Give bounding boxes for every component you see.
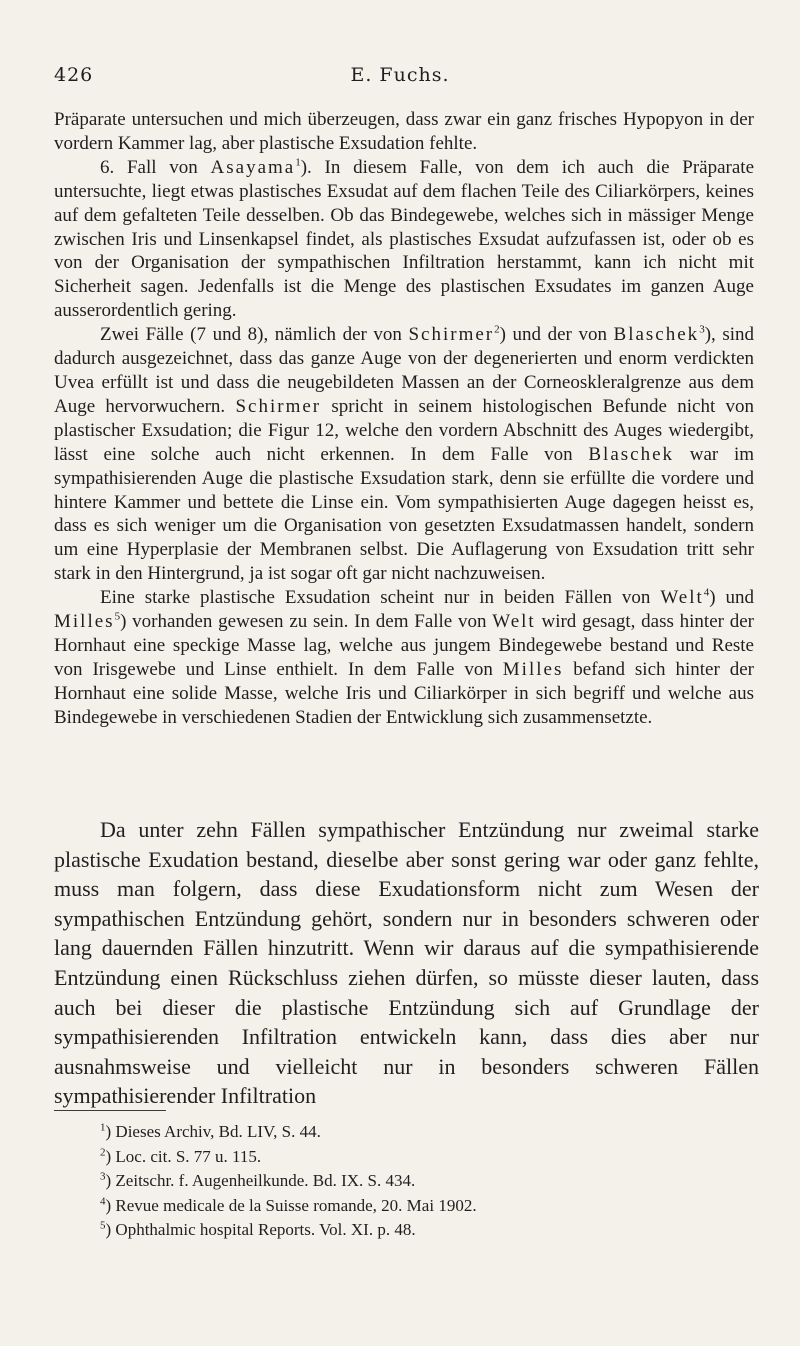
author-name-blaschek-2: Blaschek: [588, 443, 675, 465]
paragraph-2-text: ). In diesem Falle, von dem ich auch die Präparate untersuchte, liegt etwas plastisches Exsudat auf dem flachen Teile des Ciliarkörpers, keines auf dem gefalteten Teile desselben. Ob das Bindegewebe, welches sich in mässiger Menge zwischen Iris und Linsenkapsel findet, als plastisches Exsudat aufzufassen ist, oder ob es von der Organisation der sympathischen Infiltration herstammt, kann ich nicht mit Sicherheit sagen. Jedenfalls ist die Menge des plastischen Exsudates im ganzen Auge ausserordentlich gering.: [54, 156, 755, 322]
footnote-text: ) Loc. cit. S. 77 u. 115.: [105, 1146, 262, 1166]
footnote-3: [100, 1169, 700, 1194]
body-text: [54, 108, 754, 730]
running-head: E. Fuchs.: [350, 64, 450, 86]
footnote-text: ) Ophthalmic hospital Reports. Vol. XI. p. 48.: [105, 1220, 416, 1239]
paragraph-4: [54, 586, 754, 729]
paragraph-3-text-a: Zwei Fälle (7 und 8), nämlich der von: [100, 324, 409, 346]
footnote-mark: 2: [100, 1145, 106, 1158]
case-intro: 6. Fall von: [100, 156, 211, 178]
footnote-rule: [54, 1110, 166, 1111]
author-name-schirmer: Schirmer: [408, 324, 495, 346]
paragraph-4-text-d: wird gesagt, dass hinter der Hornhaut eine speckige Masse lag, welche aus jungem Bindegewebe bestand und Reste von Irisgewebe und Linse enthielt. In dem Falle von: [54, 611, 754, 680]
footnote-text: ) Zeitschr. f. Augenheilkunde. Bd. IX. S. 434.: [105, 1171, 416, 1190]
paragraph-3-text-e: war im sympathisierenden Auge die plastische Exsudation stark, denn sie erfüllte die vordere und hintere Kammer und bettete die Linse ein. Vom sympathisierten Auge dagegen heisst es, dass es sich weniger um die Organisation von gesetzten Exsudatmassen handelt, sondern um eine Hyperplasie der Membranen selbst. Die Auflagerung von Exsudation tritt sehr stark in den Hintergrund, ja ist sogar oft gar nicht nachzuweisen.: [54, 443, 754, 585]
footnote-ref-1: 1: [295, 156, 301, 169]
paragraph-3-text-b: ) und der von: [499, 324, 614, 346]
footnote-ref-3: 3: [699, 323, 705, 336]
paragraph-2: [54, 156, 754, 323]
footnotes: [100, 1120, 700, 1243]
footnote-mark: 4: [100, 1194, 106, 1207]
footnote-ref-2: 2: [494, 323, 500, 336]
footnote-ref-4: 4: [703, 586, 710, 599]
paragraph-4-text-c: ) vorhanden gewesen zu sein. In dem Falle von: [120, 611, 493, 633]
paragraph-4-text-e: befand sich hinter der Hornhaut eine solide Masse, welche Iris und Ciliarkörper in sich begriff und welche aus Bindegewebe in verschiedenen Stadien der Entwicklung sich zusammensetzte.: [54, 658, 754, 728]
page-header: [54, 64, 746, 92]
author-name-welt-2: Welt: [492, 611, 536, 633]
footnote-2: [100, 1145, 700, 1170]
paragraph-3-text-d: spricht in seinem histologischen Befunde nicht von plastischer Exsudation; die Figur 12, welche den vordern Abschnitt des Auges wiedergibt, lässt eine solche auch nicht erkennen. In dem Falle von: [54, 395, 755, 465]
paragraph-3-text-c: ), sind dadurch ausgezeichnet, dass das ganze Auge von der degenerierten und enorm verdickten Uvea erfüllt ist und dass die neugebildeten Massen an der Corneoskleralgrenze aus dem Auge hervorwuchern.: [54, 324, 755, 417]
paragraph-4-text-b: ) und: [709, 587, 754, 609]
footnote-text: ) Dieses Archiv, Bd. LIV, S. 44.: [105, 1122, 321, 1141]
footnote-1: [100, 1120, 700, 1145]
paragraph-4-text-a: Eine starke plastische Exsudation scheint nur in beiden Fällen von: [100, 587, 661, 609]
page-number: 426: [54, 64, 94, 86]
author-name-milles: Milles: [54, 611, 115, 633]
author-name-blaschek: Blaschek: [613, 324, 700, 346]
footnote-mark: 3: [100, 1170, 106, 1183]
author-name-welt: Welt: [660, 587, 704, 609]
paragraph-3: [54, 323, 754, 586]
conclusion-paragraph: Da unter zehn Fällen sympathischer Entzündung nur zweimal starke plastische Exudation bestand, dieselbe aber sonst gering war oder ganz fehlte, muss man folgern, dass diese Exudationsform nicht zum Wesen der sympathischen Entzündung gehört, sondern nur in besonders schweren oder lang dauernden Fällen hinzutritt. Wenn wir daraus auf die sympathisierende Entzündung einen Rückschluss ziehen dürfen, so müsste dieser lauten, dass auch bei dieser die plastische Entzündung sich auf Grundlage der sympathisierenden Infiltration entwickeln kann, dass dies aber nur ausnahmsweise und vielleicht nur in besonders schweren Fällen sympathisierender Infiltration: [54, 817, 759, 1109]
footnote-ref-5: 5: [114, 610, 121, 623]
author-name-schirmer-2: Schirmer: [235, 395, 322, 417]
footnote-mark: 1: [100, 1121, 106, 1134]
author-name-milles-2: Milles: [502, 658, 564, 680]
paragraph-1: Präparate untersuchen und mich überzeugen, dass zwar ein ganz frisches Hypopyon in der vordern Kammer lag, aber plastische Exsudation fehlte.: [54, 109, 754, 154]
footnote-5: [100, 1218, 700, 1243]
footnote-4: [100, 1194, 700, 1219]
footnote-text: ) Revue medicale de la Suisse romande, 20. Mai 1902.: [105, 1195, 477, 1215]
author-name-asayama: Asayama: [210, 156, 296, 178]
footnote-mark: 5: [100, 1219, 106, 1232]
